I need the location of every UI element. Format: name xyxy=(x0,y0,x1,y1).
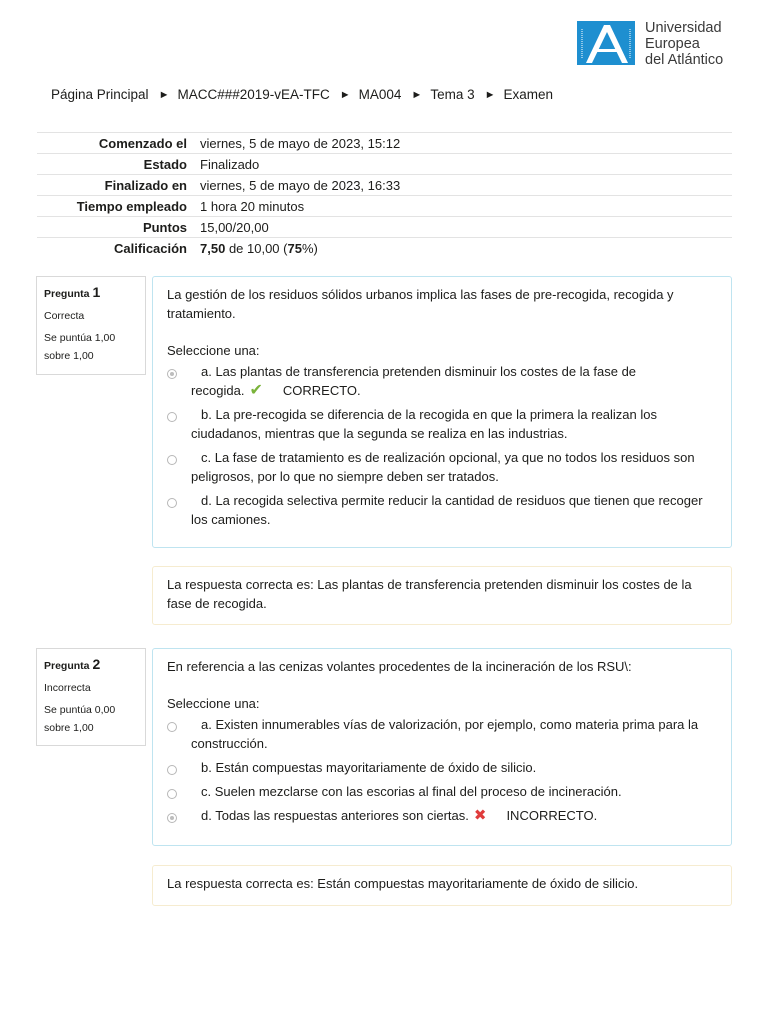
grade-line-2: sobre 1,00 xyxy=(44,350,94,362)
breadcrumb-module[interactable]: MA004 xyxy=(358,87,402,102)
option-text: b. Están compuestas mayoritariamente de óxido de silicio. xyxy=(201,760,537,775)
question-info-2 xyxy=(36,648,146,746)
summary-key: Finalizado en xyxy=(37,175,200,196)
grade-mid: de 10,00 ( xyxy=(228,240,288,256)
radio-selected[interactable] xyxy=(167,813,177,823)
question-grade xyxy=(44,329,145,365)
grade-line-2: sobre 1,00 xyxy=(44,722,94,734)
question-feedback-2 xyxy=(152,865,732,906)
select-prompt: Seleccione una: xyxy=(167,696,260,711)
logo-line-2: Europea xyxy=(645,36,700,52)
radio-selected[interactable] xyxy=(167,369,177,379)
triangle-right-icon: ► xyxy=(484,88,496,101)
checkmark-icon: ✔ xyxy=(249,382,263,399)
attempt-summary-table xyxy=(37,132,732,258)
summary-value: Finalizado xyxy=(200,154,732,175)
question-heading xyxy=(44,283,145,303)
question-number: 2 xyxy=(92,656,101,672)
breadcrumb-home[interactable]: Página Principal xyxy=(51,87,149,102)
summary-row-time xyxy=(37,196,732,217)
radio[interactable] xyxy=(167,765,177,775)
question-feedback-1 xyxy=(152,566,732,625)
radio[interactable] xyxy=(167,498,177,508)
answer-option-c xyxy=(167,448,717,486)
grade-line-1: Se puntúa 0,00 xyxy=(44,704,116,716)
triangle-right-icon: ► xyxy=(411,88,423,101)
grade-line-1: Se puntúa 1,00 xyxy=(44,332,116,344)
summary-row-started xyxy=(37,133,732,154)
radio[interactable] xyxy=(167,789,177,799)
select-prompt: Seleccione una: xyxy=(167,343,260,358)
logo-a-icon xyxy=(577,21,635,65)
breadcrumb-topic[interactable]: Tema 3 xyxy=(430,87,475,102)
answer-option-d xyxy=(167,806,717,825)
logo-line-3: del Atlántico xyxy=(645,52,724,68)
question-info-1 xyxy=(36,276,146,375)
correct-answer-text: La respuesta correcta es: Están compuestas mayoritariamente de óxido de silicio. xyxy=(167,876,639,891)
summary-value: viernes, 5 de mayo de 2023, 15:12 xyxy=(200,133,732,154)
summary-value: 15,00/20,00 xyxy=(200,217,732,238)
summary-row-grade xyxy=(37,238,732,259)
triangle-right-icon: ► xyxy=(158,88,170,101)
grade-end: %) xyxy=(301,240,318,256)
question-label: Pregunta xyxy=(44,288,90,300)
question-grade xyxy=(44,701,145,737)
breadcrumb-course[interactable]: MACC###2019-vEA-TFC xyxy=(177,87,330,102)
question-number: 1 xyxy=(92,284,101,300)
breadcrumb xyxy=(51,87,553,102)
summary-value xyxy=(200,238,732,259)
question-label: Pregunta xyxy=(44,660,90,672)
grade-percent: 75 xyxy=(287,240,302,256)
radio[interactable] xyxy=(167,455,177,465)
option-text: d. Todas las respuestas anteriores son ciertas. xyxy=(201,808,469,823)
option-text: d. La recogida selectiva permite reducir la cantidad de residuos que tienen que recoger los camiones. xyxy=(191,493,703,527)
cross-icon: ✖ xyxy=(473,807,487,824)
answer-option-a xyxy=(167,715,717,753)
summary-key: Comenzado el xyxy=(37,133,200,154)
option-text: b. La pre-recogida se diferencia de la recogida en que la primera la realizan los ciudadanos, mientras que la segunda se realiza en las industrias. xyxy=(191,407,657,441)
logo-line-1: Universidad xyxy=(645,20,722,36)
triangle-right-icon: ► xyxy=(339,88,351,101)
question-text: La gestión de los residuos sólidos urbanos implica las fases de pre-recogida, recogida y tratamiento. xyxy=(167,287,674,321)
question-state: Incorrecta xyxy=(44,682,91,694)
answer-option-c xyxy=(167,782,717,801)
option-result: CORRECTO. xyxy=(282,383,361,398)
summary-row-finished xyxy=(37,175,732,196)
option-text: a. Las plantas de transferencia pretenden disminuir los costes de la fase de recogida. xyxy=(191,364,637,398)
correct-answer-text: La respuesta correcta es: Las plantas de transferencia pretenden disminuir los costes de la fase de recogida. xyxy=(167,577,692,611)
answer-option-b xyxy=(167,405,717,443)
answer-option-b xyxy=(167,758,717,777)
answer-option-d xyxy=(167,491,717,529)
option-text: c. Suelen mezclarse con las escorias al final del proceso de incineración. xyxy=(201,784,622,799)
summary-row-points xyxy=(37,217,732,238)
question-state: Correcta xyxy=(44,310,85,322)
summary-key: Estado xyxy=(37,154,200,175)
breadcrumb-exam[interactable]: Examen xyxy=(503,87,554,102)
logo-text xyxy=(645,20,723,68)
grade-score: 7,50 xyxy=(200,240,226,256)
summary-key: Tiempo empleado xyxy=(37,196,200,217)
question-content-2 xyxy=(152,648,732,846)
radio[interactable] xyxy=(167,722,177,732)
university-logo xyxy=(577,20,724,68)
summary-key: Puntos xyxy=(37,217,200,238)
option-text: a. Existen innumerables vías de valorización, por ejemplo, como materia prima para la construcción. xyxy=(191,717,699,751)
option-result: INCORRECTO. xyxy=(506,808,598,823)
summary-row-state xyxy=(37,154,732,175)
summary-key: Calificación xyxy=(37,238,200,259)
question-text: En referencia a las cenizas volantes procedentes de la incineración de los RSU\: xyxy=(167,659,632,674)
summary-value: 1 hora 20 minutos xyxy=(200,196,732,217)
question-content-1 xyxy=(152,276,732,548)
option-text: c. La fase de tratamiento es de realización opcional, ya que no todos los residuos son peligrosos, por lo que no siempre deben ser tratados. xyxy=(191,450,695,484)
summary-value: viernes, 5 de mayo de 2023, 16:33 xyxy=(200,175,732,196)
answer-option-a xyxy=(167,362,717,400)
question-heading xyxy=(44,655,145,675)
radio[interactable] xyxy=(167,412,177,422)
